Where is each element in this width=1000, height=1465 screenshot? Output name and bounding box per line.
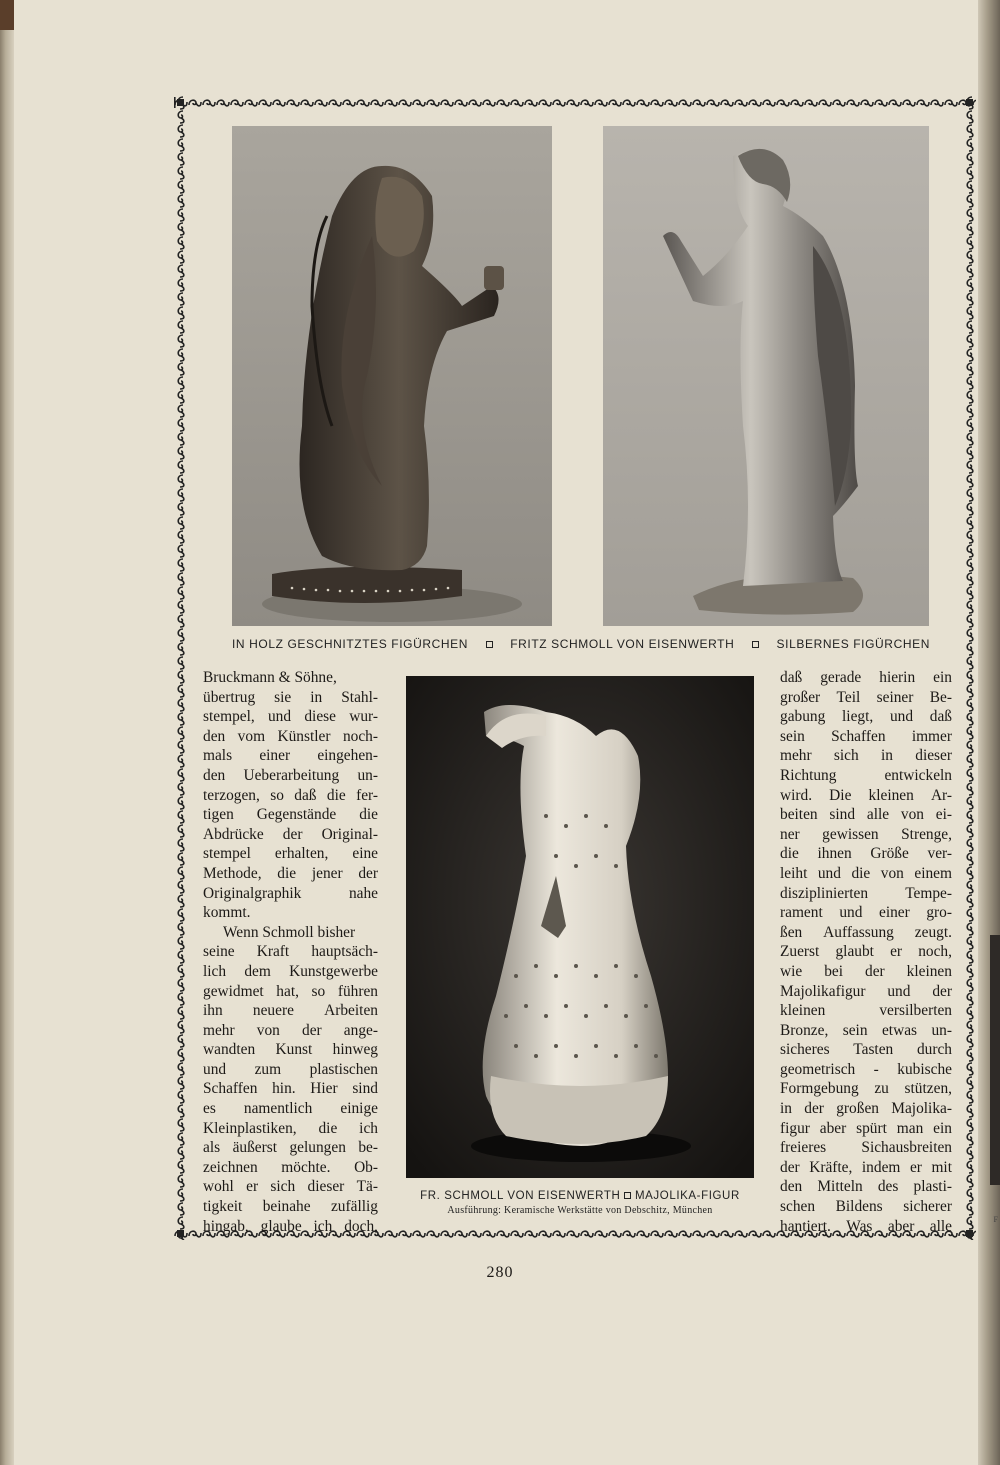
text-line: gewidmet hat, so führen	[203, 982, 378, 1000]
text-line: Zuerst glaubt er noch,	[780, 943, 952, 961]
separator-square-icon	[486, 641, 493, 648]
text-line: leiht und die von einem	[780, 864, 952, 882]
photo-majolica-figure	[406, 676, 754, 1178]
text-line: Formgebung zu stützen,	[780, 1080, 952, 1098]
text-line: figur aber spürt man ein	[780, 1119, 952, 1137]
text-line: zeichnen möchte. Ob-	[203, 1158, 378, 1176]
text-line: in der großen Majolika-	[780, 1100, 952, 1118]
text-line: ßen Auffassung zeugt.	[780, 923, 952, 941]
text-line: seine Kraft hauptsäch-	[203, 943, 378, 961]
photo-wooden-figurine	[232, 126, 552, 626]
text-line: mals einer eingehen-	[203, 747, 378, 765]
text-line: wie bei der kleinen	[780, 962, 952, 980]
text-line: tigkeit beinahe zufällig	[203, 1198, 378, 1216]
text-line: stempel erhalten, eine	[203, 845, 378, 863]
text-line: sein Schaffen immer	[780, 727, 952, 745]
majolica-caption-title	[406, 1190, 754, 1202]
corner-square	[177, 1230, 184, 1237]
text-line: sicheres Tasten durch	[780, 1041, 952, 1059]
text-line: wird. Die kleinen Ar-	[780, 786, 952, 804]
text-line: beiten sind alle von ei-	[780, 806, 952, 824]
text-line: kommt.	[203, 904, 251, 922]
text-line: Originalgraphik nahe	[203, 884, 378, 902]
caption-silver-figurine: SILBERNES FIGÜRCHEN	[776, 637, 930, 651]
text-line: Wenn Schmoll bisher	[223, 923, 356, 941]
caption-majolica-figure: MAJOLIKA-FIGUR	[634, 1190, 740, 1202]
text-line: Schaffen hin. Hier sind	[203, 1080, 378, 1098]
text-line: die ihnen Größe ver-	[780, 845, 952, 863]
text-line: übertrug sie in Stahl-	[203, 688, 378, 706]
text-line: wandten Kunst hinweg	[203, 1041, 378, 1059]
border-top	[174, 96, 976, 109]
text-column-left	[203, 668, 378, 1236]
next-page-fragment: F	[993, 1215, 998, 1224]
text-line: ihn neuere Arbeiten	[203, 1002, 378, 1020]
separator-square-icon	[752, 641, 759, 648]
text-line: tigen Gegenstände die	[203, 806, 378, 824]
text-line: den Mitteln des plasti-	[780, 1178, 952, 1196]
text-line: Abdrücke der Original-	[203, 825, 378, 843]
text-line: und zum plastischen	[203, 1060, 378, 1078]
text-line: schen Bildens sicherer	[780, 1198, 952, 1216]
text-line: den vom Künstler noch-	[203, 727, 378, 745]
border-left	[174, 96, 187, 1240]
text-line: gabung liegt, und daß	[780, 708, 952, 726]
text-line: Majolikafigur und der	[780, 982, 952, 1000]
next-page-edge	[978, 0, 1000, 1465]
text-line: stempel, und diese wur-	[203, 708, 378, 726]
text-line: mehr sich in dieser	[780, 747, 952, 765]
text-line: rament und einer gro-	[780, 904, 952, 922]
text-line: hantiert. Was aber alle	[780, 1217, 952, 1235]
top-photos-caption	[232, 637, 930, 651]
text-line: mehr von der ange-	[203, 1021, 378, 1039]
text-line: geometrisch - kubische	[780, 1060, 952, 1078]
text-line: Bronze, sein etwas un-	[780, 1021, 952, 1039]
text-line: terzogen, so daß die fer-	[203, 786, 378, 804]
text-line: kleinen versilberten	[780, 1002, 952, 1020]
book-spine-edge	[0, 0, 14, 1465]
photo-silver-figurine	[603, 126, 929, 626]
border-right	[963, 96, 976, 1240]
caption-artist-name: FRITZ SCHMOLL VON EISENWERTH	[510, 637, 735, 651]
book-cover-corner	[0, 0, 14, 30]
corner-square	[966, 99, 973, 106]
text-line: disziplinierten Tempe-	[780, 884, 952, 902]
text-line: daß gerade hierin ein	[780, 669, 952, 686]
text-line: lich dem Kunstgewerbe	[203, 962, 378, 980]
text-line: freieres Sichausbreiten	[780, 1139, 952, 1157]
text-line: ner gewissen Strenge,	[780, 825, 952, 843]
text-line: als äußerst gelungen be-	[203, 1139, 378, 1157]
corner-square	[966, 1230, 973, 1237]
caption-wooden-figurine: IN HOLZ GESCHNITZTES FIGÜRCHEN	[232, 637, 469, 651]
text-line: Bruckmann & Söhne,	[203, 669, 337, 686]
text-column-right	[780, 668, 952, 1236]
text-line: Richtung entwickeln	[780, 766, 952, 784]
text-line: der Kräfte, indem er mit	[780, 1158, 952, 1176]
next-page-dark-strip	[990, 935, 1000, 1185]
text-line: Kleinplastiken, die ich	[203, 1119, 378, 1137]
caption-execution-note: Ausführung: Keramische Werkstätte von Debschitz, München	[447, 1205, 713, 1216]
page-number: 280	[486, 1264, 514, 1281]
separator-square-icon	[624, 1192, 631, 1199]
caption-artist: FR. SCHMOLL VON EISENWERTH	[420, 1190, 621, 1202]
text-line: den Ueberarbeitung un-	[203, 766, 378, 784]
text-line: es namentlich einige	[203, 1100, 378, 1118]
text-line: großer Teil seiner Be-	[780, 688, 952, 706]
text-line: hingab, glaube ich doch,	[203, 1217, 378, 1235]
corner-square	[177, 99, 184, 106]
text-line: Methode, die jener der	[203, 864, 378, 882]
text-line: wohl er sich dieser Tä-	[203, 1178, 378, 1196]
majolica-caption	[406, 1190, 754, 1216]
